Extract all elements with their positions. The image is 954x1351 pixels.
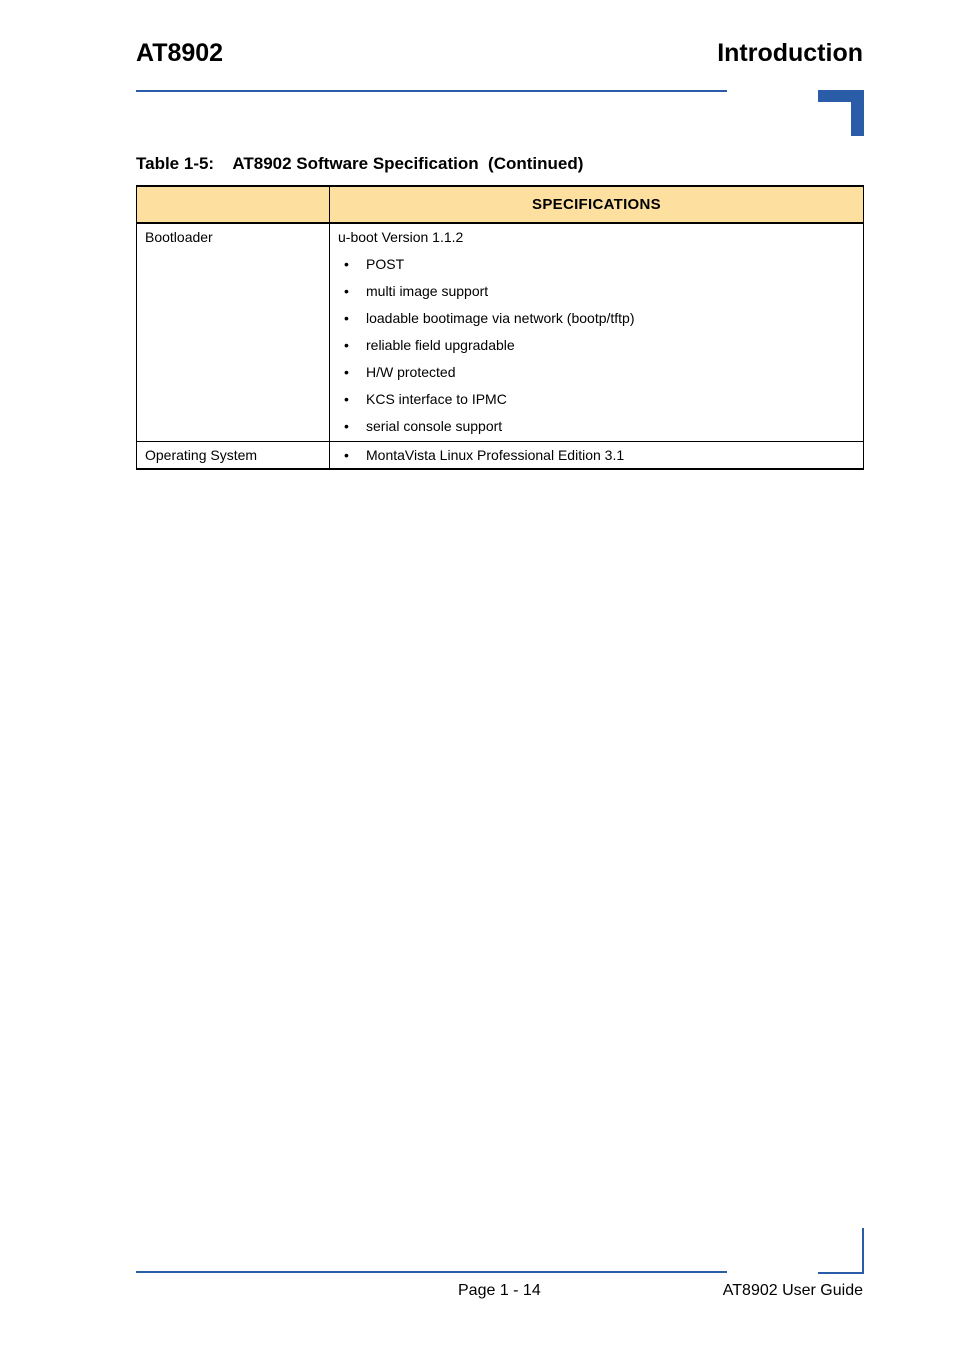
- table-caption: Table 1-5: AT8902 Software Specification (Continued): [136, 154, 584, 173]
- list-item: [338, 309, 855, 327]
- bullet-icon: •: [344, 283, 349, 299]
- bullet-icon: •: [344, 447, 349, 463]
- list-item: [338, 417, 855, 435]
- table-row: [137, 223, 864, 442]
- footer-corner-decoration: [818, 1228, 864, 1274]
- bullet-icon: •: [344, 337, 349, 353]
- list-item-text: serial console support: [366, 418, 503, 434]
- list-item: [338, 390, 855, 408]
- footer-rule: [136, 1271, 727, 1273]
- row-label: Bootloader: [137, 223, 330, 442]
- list-item: [338, 282, 855, 300]
- bullet-icon: •: [344, 391, 349, 407]
- list-item-text: H/W protected: [366, 364, 456, 380]
- list-item: [338, 363, 855, 381]
- product-title: AT8902: [136, 39, 224, 67]
- list-item-text: MontaVista Linux Professional Edition 3.1: [366, 447, 625, 463]
- list-item-text: KCS interface to IPMC: [366, 391, 507, 407]
- document-name: AT8902 User Guide: [722, 1282, 863, 1299]
- list-item: [338, 446, 855, 464]
- spec-lead-text: u-boot Version 1.1.2: [338, 229, 464, 245]
- list-item: [338, 255, 855, 273]
- header-rule: [136, 90, 727, 92]
- corner-tab-decoration: [818, 90, 864, 136]
- spec-table: [136, 185, 864, 470]
- column-header-feature: [137, 186, 330, 223]
- page-number: Page 1 - 14: [458, 1282, 541, 1299]
- bullet-icon: •: [344, 256, 349, 272]
- table-header-row: [137, 186, 864, 223]
- list-item-text: loadable bootimage via network (bootp/tftp): [366, 310, 635, 326]
- row-spec-cell: [330, 442, 864, 470]
- list-item-text: reliable field upgradable: [366, 337, 515, 353]
- bullet-icon: •: [344, 310, 349, 326]
- list-item: [338, 336, 855, 354]
- bullet-icon: •: [344, 364, 349, 380]
- bullet-icon: •: [344, 418, 349, 434]
- section-title: Introduction: [717, 39, 863, 67]
- list-item-text: multi image support: [366, 283, 489, 299]
- table-row: [137, 442, 864, 470]
- row-spec-cell: [330, 223, 864, 442]
- row-label: Operating System: [137, 442, 330, 470]
- column-header-specifications: SPECIFICATIONS: [330, 186, 864, 223]
- list-item-text: POST: [366, 256, 405, 272]
